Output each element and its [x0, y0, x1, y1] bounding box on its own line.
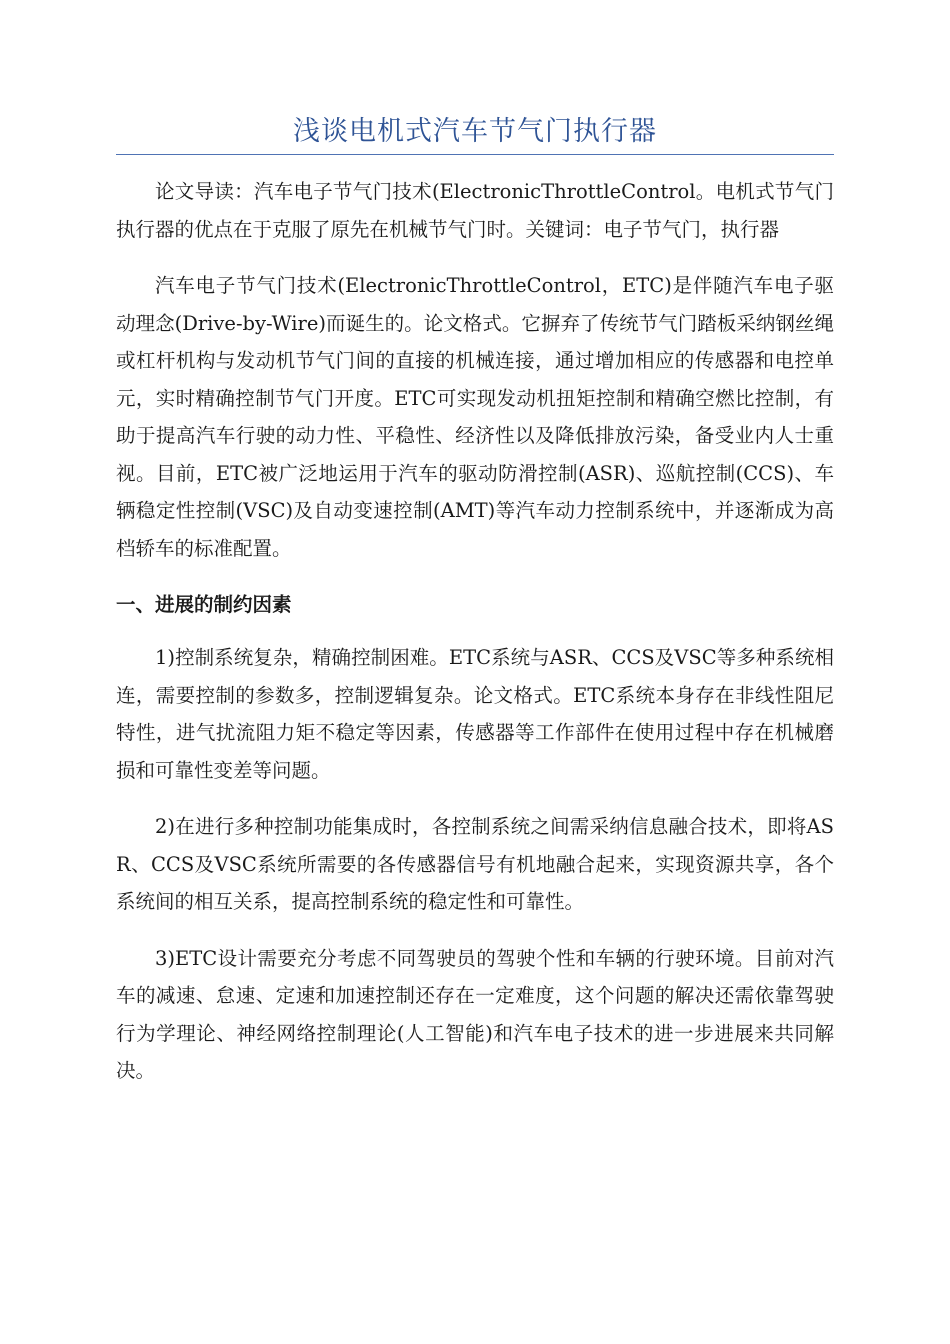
document-page — [116, 110, 834, 1109]
section-paragraph-2: 2)在进行多种控制功能集成时，各控制系统之间需采纳信息融合技术，即将ASR、CCS及VSC系统所需要的各传感器信号有机地融合起来，实现资源共享，各个系统间的相互关系，提高控制系统的稳定性和可靠性。 — [116, 815, 834, 913]
intro-paragraph-guide: 论文导读：汽车电子节气门技术(ElectronicThrottleControl。电机式节气门执行器的优点在于克服了原先在机械节气门时。关键词：电子节气门，执行器 — [116, 180, 834, 241]
page-title: 浅谈电机式汽车节气门执行器 — [293, 116, 657, 147]
section-heading: 一、进展的制约因素 — [116, 593, 292, 616]
section-paragraph-3: 3)ETC设计需要充分考虑不同驾驶员的驾驶个性和车辆的行驶环境。目前对汽车的减速、怠速、定速和加速控制还存在一定难度，这个问题的解决还需依靠驾驶行为学理论、神经网络控制理论(人工智能)和汽车电子技术的进一步进展来共同解决。 — [116, 946, 834, 1082]
title-underline — [116, 154, 834, 155]
section-paragraph-1: 1)控制系统复杂，精确控制困难。ETC系统与ASR、CCS及VSC等多种系统相连，需要控制的参数多，控制逻辑复杂。论文格式。ETC系统本身存在非线性阻尼特性，进气扰流阻力矩不稳定等因素，传感器等工作部件在使用过程中存在机械磨损和可靠性变差等问题。 — [116, 646, 834, 782]
intro-paragraph-etc: 汽车电子节气门技术(ElectronicThrottleControl，ETC)是伴随汽车电子驱动理念(Drive-by-Wire)而诞生的。论文格式。它摒弃了传统节气门踏板采纳钢丝绳或杠杆机构与发动机节气门间的直接的机械连接，通过增加相应的传感器和电控单元，实时精确控制节气门开度。ETC可实现发动机扭矩控制和精确空燃比控制，有助于提高汽车行驶的动力性、平稳性、经济性以及降低排放污染，备受业内人士重视。目前，ETC被广泛地运用于汽车的驱动防滑控制(ASR)、巡航控制(CCS)、车辆稳定性控制(VSC)及自动变速控制(AMT)等汽车动力控制系统中，并逐渐成为高档轿车的标准配置。 — [116, 274, 834, 560]
